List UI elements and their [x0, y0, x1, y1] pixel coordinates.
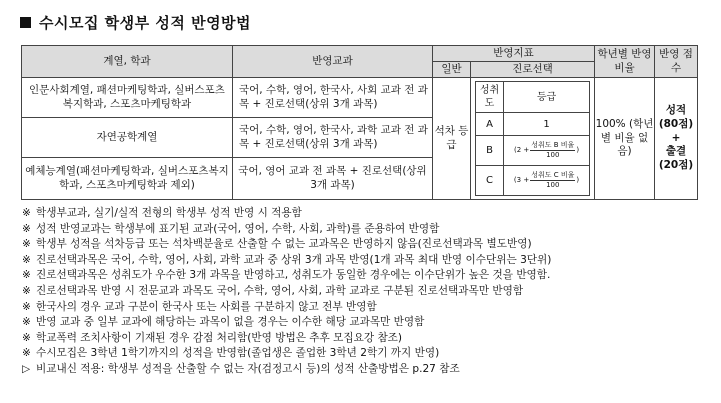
elective-grade-table — [475, 81, 590, 196]
points-line: 출결 — [665, 145, 687, 158]
square-bullet-icon — [20, 17, 31, 28]
note-item — [22, 362, 551, 378]
formula-c-prefix: (3 + — [513, 175, 530, 184]
note-item — [22, 300, 551, 316]
formula-b-prefix: (2 + — [513, 145, 530, 154]
note-item — [22, 237, 551, 253]
formula-c-suffix: ) — [576, 175, 580, 184]
track-cell: 예체능계열(패션마케팅학과, 실버스포츠복지학과, 스포츠마케팅학과 제외) — [22, 158, 233, 200]
note-mark: ※ — [22, 316, 31, 329]
note-mark: ※ — [22, 300, 31, 313]
points-line: + — [671, 131, 681, 144]
header-track: 계열, 학과 — [22, 46, 233, 78]
note-item — [22, 284, 551, 300]
track-cell: 인문사회계열, 패션마케팅학과, 실버스포츠복지학과, 스포츠마케팅학과 — [22, 78, 233, 118]
subjects-cell: 국어, 영어 교과 전 과목 + 진로선택(상위 3개 과목) — [233, 158, 433, 200]
grade-ratio-value: 100% (학년별 비율 없음) — [595, 78, 655, 200]
note-text: 학생부 성적을 석차등급 또는 석차백분율로 산출할 수 없는 교과목은 반영하지 않음(진로선택과목 별도반영) — [36, 238, 532, 251]
note-mark: ※ — [22, 284, 31, 297]
header-points: 반영 점수 — [655, 46, 698, 78]
note-mark: ※ — [22, 253, 31, 266]
elective-label-a: A — [476, 113, 504, 136]
header-subjects: 반영교과 — [233, 46, 433, 78]
points-line: (80점) — [658, 118, 694, 131]
note-text: 진로선택과목은 성취도가 우수한 3개 과목을 반영하고, 성취도가 동일한 경우에는 이수단위가 높은 것을 반영함. — [36, 269, 551, 282]
elective-formula-b — [504, 136, 590, 166]
note-mark: ※ — [22, 331, 31, 344]
note-mark: ※ — [22, 347, 31, 360]
formula-b-den: 100 — [546, 151, 560, 159]
note-mark: ※ — [22, 222, 31, 235]
points-line: 성적 — [665, 104, 687, 117]
notes-list — [22, 206, 551, 378]
note-text: 학교폭력 조치사항이 기재된 경우 감점 처리함(반영 방법은 추후 모집요강 참조) — [36, 331, 403, 344]
elective-label-c: C — [476, 166, 504, 196]
note-text: 진로선택과목은 국어, 수학, 영어, 사회, 과학 교과 중 상위 3개 과목 반영(1개 과목 최대 반영 이수단위는 3단위) — [36, 253, 552, 266]
elective-formula-c — [504, 166, 590, 196]
general-value: 석차 등급 — [433, 78, 471, 200]
note-text: 수시모집은 3학년 1학기까지의 성적을 반영함(졸업생은 졸업한 3학년 2학기 까지 반영) — [36, 347, 440, 360]
note-item — [22, 331, 551, 347]
note-mark: ※ — [22, 269, 31, 282]
header-grade-ratio: 학년별 반영비율 — [595, 46, 655, 78]
formula-b-num: 성취도 B 비율 — [530, 141, 575, 151]
elective-col-achievement: 성취도 — [476, 82, 504, 113]
elective-value-a: 1 — [504, 113, 590, 136]
track-cell: 자연공학계열 — [22, 118, 233, 158]
note-text: 진로선택과목 반영 시 전문교과 과목도 국어, 수학, 영어, 사회, 과학 교과로 구분된 진로선택과목만 반영함 — [36, 284, 524, 297]
points-line: (20점) — [658, 158, 694, 171]
note-text: 반영 교과 중 일부 교과에 해당하는 과목이 없을 경우는 이수한 해당 교과목만 반영함 — [36, 316, 425, 329]
grade-reflection-table — [21, 45, 698, 200]
subjects-cell: 국어, 수학, 영어, 한국사, 과학 교과 전 과목 + 진로선택(상위 3개 과목) — [233, 118, 433, 158]
note-item — [22, 268, 551, 284]
points-value — [655, 78, 698, 200]
elective-col-grade: 등급 — [504, 82, 590, 113]
elective-cell — [471, 78, 595, 200]
heading-text: 수시모집 학생부 성적 반영방법 — [39, 14, 252, 32]
subjects-cell: 국어, 수학, 영어, 한국사, 사회 교과 전 과목 + 진로선택(상위 3개 과목) — [233, 78, 433, 118]
formula-c-num: 성취도 C 비율 — [530, 171, 575, 181]
note-item — [22, 253, 551, 269]
note-mark: ▷ — [22, 362, 31, 375]
note-item — [22, 222, 551, 238]
elective-label-b: B — [476, 136, 504, 166]
note-text: 한국사의 경우 교과 구분이 한국사 또는 사회를 구분하지 않고 전부 반영함 — [36, 300, 377, 313]
header-general: 일반 — [433, 62, 471, 78]
note-text: 비교내신 적용: 학생부 성적을 산출할 수 없는 자(검정고시 등)의 성적 산출방법은 p.27 참조 — [36, 362, 460, 375]
note-mark: ※ — [22, 207, 31, 219]
section-heading — [20, 12, 251, 33]
header-indicator: 반영지표 — [433, 46, 595, 62]
note-item — [22, 315, 551, 331]
formula-c-den: 100 — [546, 181, 560, 189]
note-text: 성적 반영교과는 학생부에 표기된 교과(국어, 영어, 수학, 사회, 과학)를 준용하여 반영함 — [36, 222, 440, 235]
formula-b-suffix: ) — [576, 145, 580, 154]
note-item — [22, 346, 551, 362]
note-item — [22, 206, 551, 222]
header-elective: 진로선택 — [471, 62, 595, 78]
note-text: 학생부교과, 실기/실적 전형의 학생부 성적 반영 시 적용함 — [36, 207, 302, 219]
note-mark: ※ — [22, 238, 31, 251]
